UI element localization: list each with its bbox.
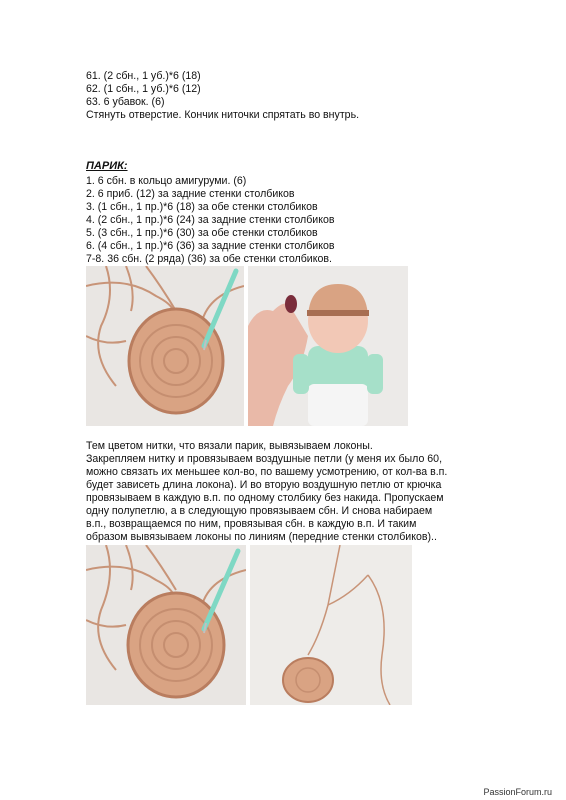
curls-line-1: Тем цветом нитки, что вязали парик, вывязываем локоны. bbox=[86, 440, 373, 452]
finish-instruction: Стянуть отверстие. Кончик ниточки спрятать во внутрь. bbox=[86, 109, 360, 121]
wig-chain-photo bbox=[250, 545, 412, 705]
wig-row-4: 4. (2 сбн., 1 пр.)*6 (24) за задние стенки столбиков bbox=[86, 214, 335, 226]
wig-row-5: 5. (3 сбн., 1 пр.)*6 (30) за обе стенки столбиков bbox=[86, 227, 318, 239]
site-watermark: PassionForum.ru bbox=[483, 787, 552, 797]
wig-cap-photo-2 bbox=[86, 545, 246, 705]
curls-line-5: провязываем в каждую в.п. по одному столбику без накида. Пропускаем bbox=[86, 492, 444, 504]
pattern-row-63: 63. 6 убавок. (6) bbox=[86, 96, 165, 108]
wig-row-2: 2. 6 приб. (12) за задние стенки столбиков bbox=[86, 188, 295, 200]
wig-heading: ПАРИК: bbox=[86, 160, 128, 172]
curls-line-7: в.п., возвращаемся по ним, провязывая сбн. в каждую в.п. И таким bbox=[86, 518, 417, 530]
curls-line-6: одну полупетлю, а в следующую провязываем сбн. И снова набираем bbox=[86, 505, 433, 517]
pattern-row-61: 61. (2 сбн., 1 уб.)*6 (18) bbox=[86, 70, 201, 82]
curls-line-4: будет зависеть длина локона). И во вторую воздушную петлю от крючка bbox=[86, 479, 442, 491]
wig-row-7-8: 7-8. 36 сбн. (2 ряда) (36) за обе стенки столбиков. bbox=[86, 253, 332, 265]
pattern-row-62: 62. (1 сбн., 1 уб.)*6 (12) bbox=[86, 83, 201, 95]
curls-line-3: можно связать их меньшее кол-во, по вашему усмотрению, от кол-ва в.п. bbox=[86, 466, 448, 478]
wig-cap-photo bbox=[86, 266, 244, 426]
wig-row-3: 3. (1 сбн., 1 пр.)*6 (18) за обе стенки столбиков bbox=[86, 201, 318, 213]
wig-row-1: 1. 6 сбн. в кольцо амигуруми. (6) bbox=[86, 175, 247, 187]
curls-line-2: Закрепляем нитку и провязываем воздушные петли (у меня их было 60, bbox=[86, 453, 443, 465]
wig-row-6: 6. (4 сбн., 1 пр.)*6 (36) за задние стенки столбиков bbox=[86, 240, 335, 252]
curls-line-8: образом вывязываем локоны по линиям (передние стенки столбиков).. bbox=[86, 531, 437, 543]
doll-with-cap-photo bbox=[248, 266, 408, 426]
